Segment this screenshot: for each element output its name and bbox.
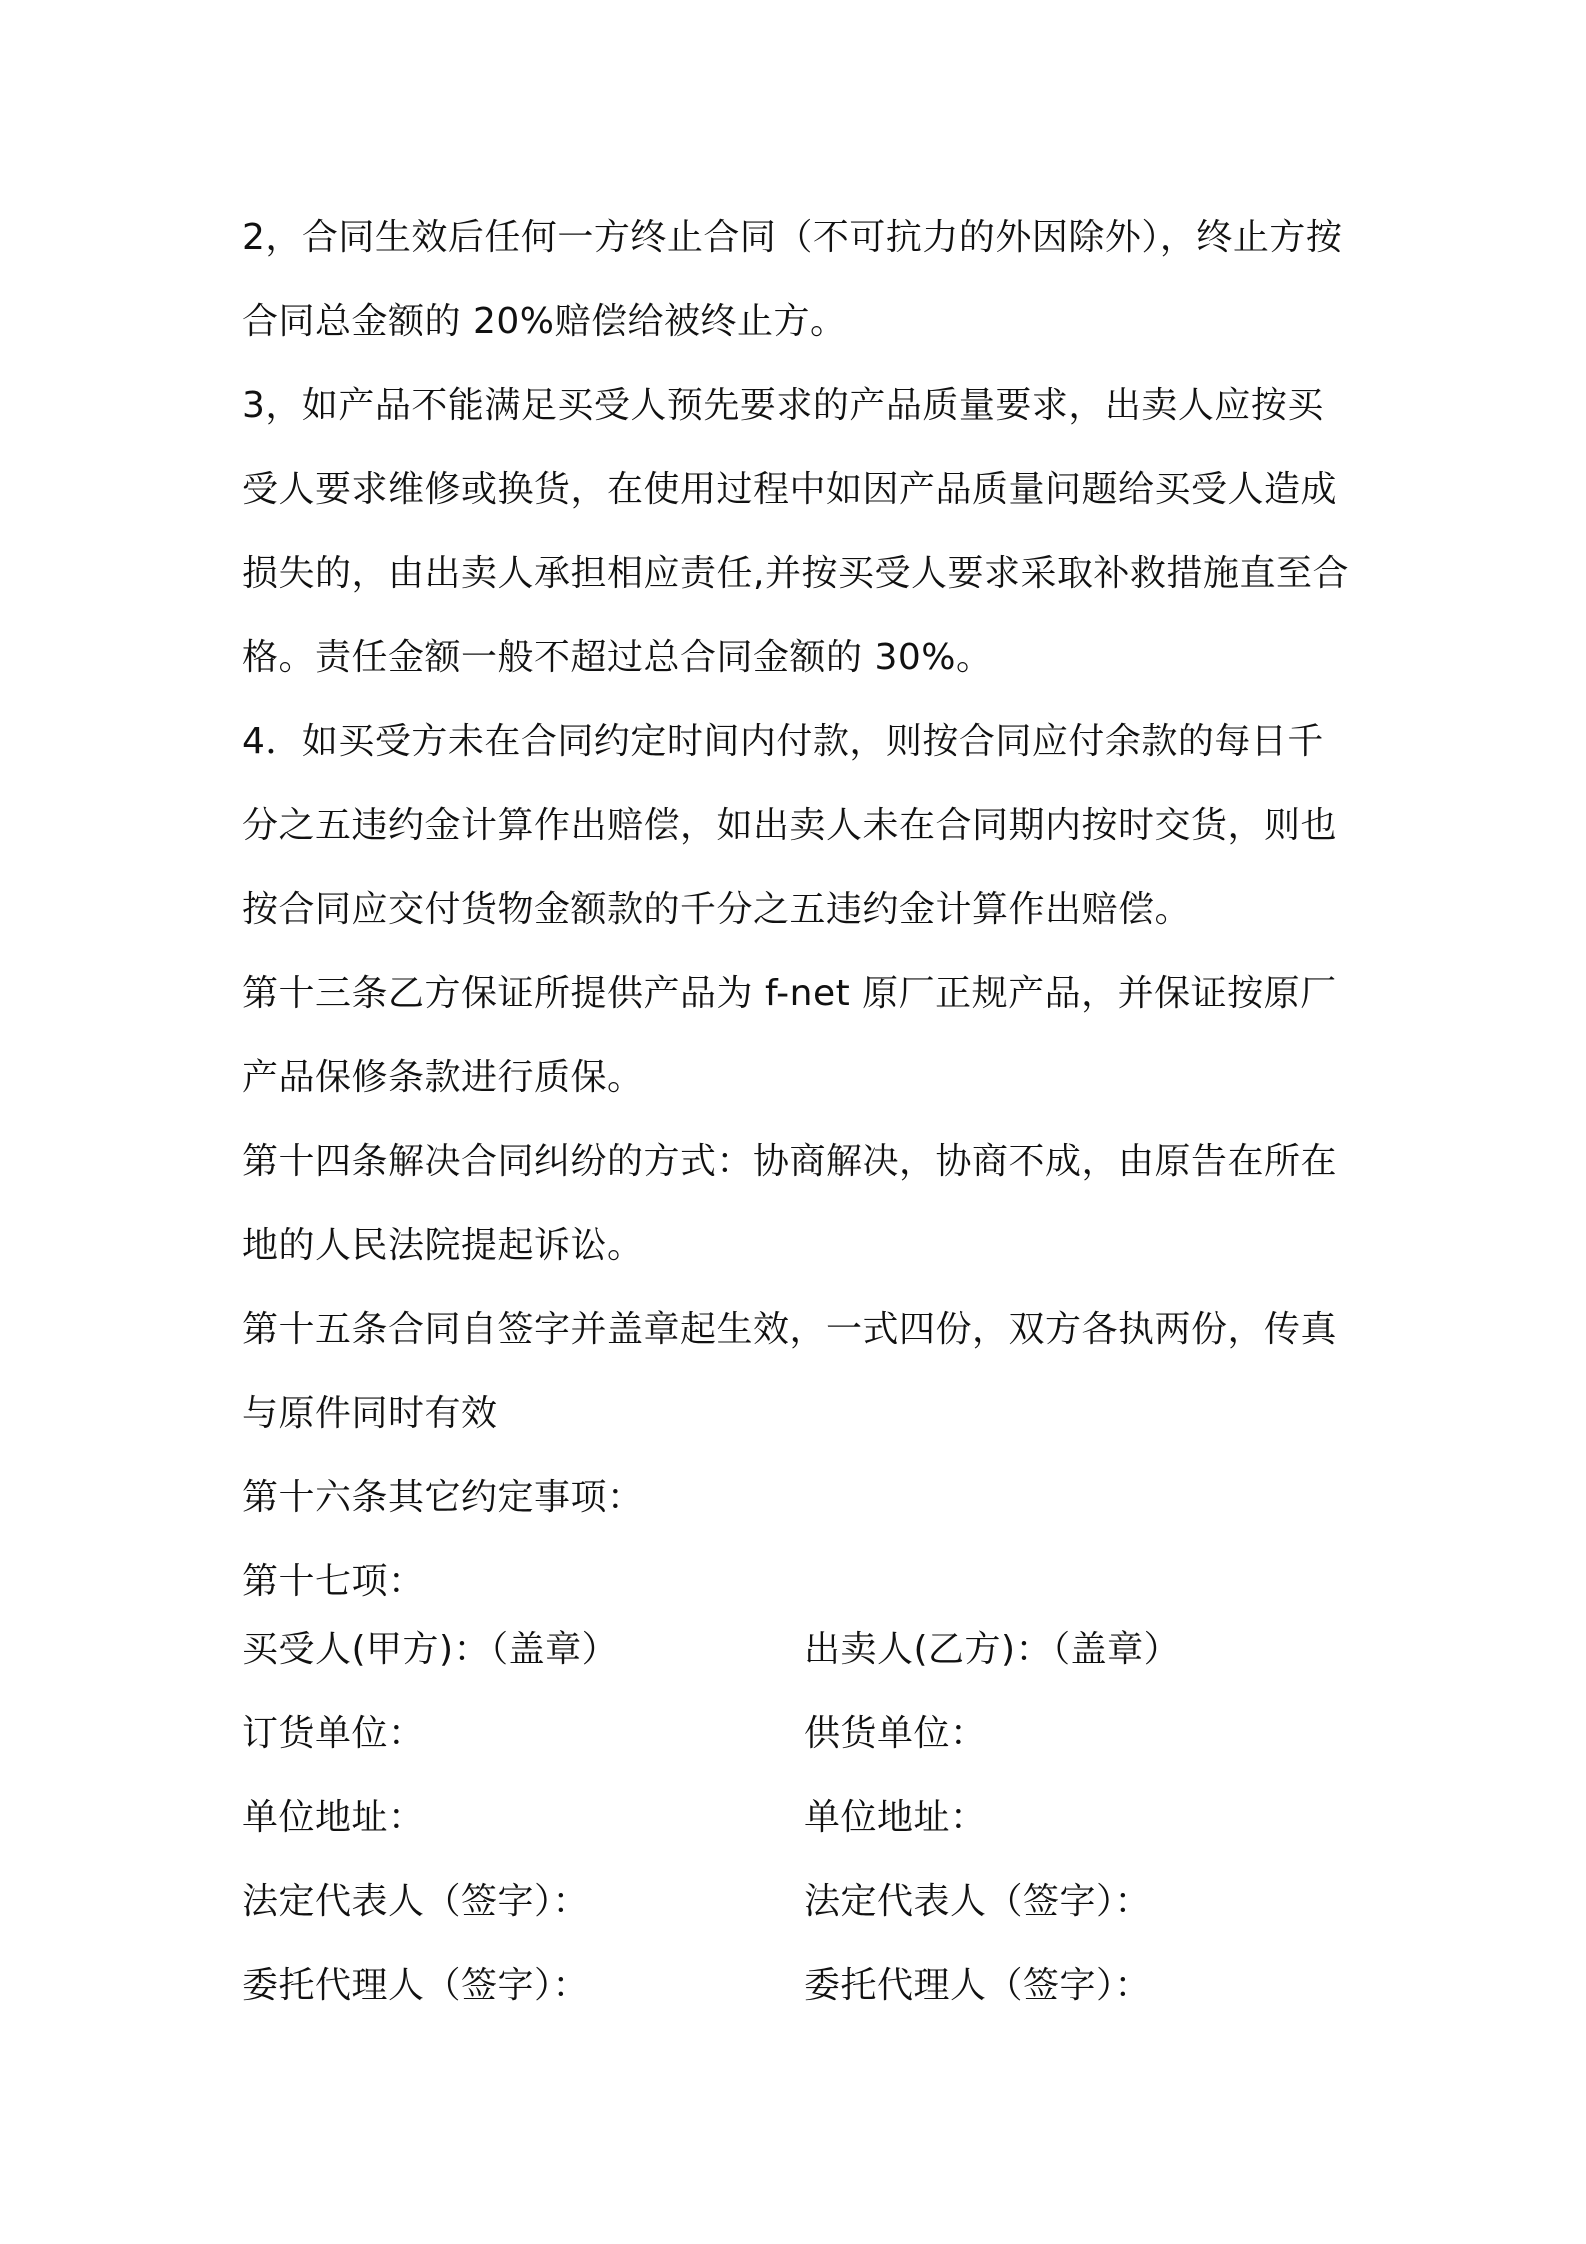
article-13-warranty: 第十三条乙方保证所提供产品为 f-net 原厂正规产品，并保证按原厂产品保修条款进行质保。: [242, 973, 1337, 1098]
signature-row-legal-rep: [242, 1860, 1352, 1944]
article-16-other-matters: 第十六条其它约定事项：: [242, 1477, 644, 1518]
seller-legal-rep-label: 法定代表人（签字）：: [804, 1881, 1152, 1922]
clause-4-late-payment: 4．如买受方未在合同约定时间内付款，则按合同应付余款的每日千分之五违约金计算作出赔偿，如出卖人未在合同期内按时交货，则也按合同应交付货物金额款的千分之五违约金计算作出赔偿。: [242, 721, 1338, 930]
signature-row-address: [242, 1776, 1352, 1860]
buyer-agent-label: 委托代理人（签字）：: [242, 1965, 590, 2006]
article-14-dispute: 第十四条解决合同纠纷的方式：协商解决，协商不成，由原告在所在地的人民法院提起诉讼。: [242, 1141, 1338, 1266]
signature-row-party: [242, 1608, 1352, 1692]
signature-block: [242, 1608, 1352, 2028]
buyer-legal-rep-label: 法定代表人（签字）：: [242, 1881, 590, 1922]
seller-seal-label: 出卖人(乙方)：（盖章）: [804, 1629, 1181, 1670]
buyer-seal-label: 买受人(甲方)：（盖章）: [242, 1629, 619, 1670]
signature-row-unit: [242, 1692, 1352, 1776]
seller-address-label: 单位地址：: [804, 1797, 987, 1838]
clause-3-quality: 3，如产品不能满足买受人预先要求的产品质量要求，出卖人应按买受人要求维修或换货，在使用过程中如因产品质量问题给买受人造成损失的，由出卖人承担相应责任,并按买受人要求采取补救措施直至合格。责任金额一般不超过总合同金额的 30%。: [242, 385, 1349, 678]
article-17-item: 第十七项：: [242, 1561, 425, 1602]
signature-row-agent: [242, 1944, 1352, 2028]
article-15-effectiveness: 第十五条合同自签字并盖章起生效，一式四份，双方各执两份，传真与原件同时有效: [242, 1309, 1338, 1434]
contract-body: [242, 196, 1352, 1624]
clause-2-termination: 2，合同生效后任何一方终止合同（不可抗力的外因除外），终止方按合同总金额的 20%赔偿给被终止方。: [242, 217, 1343, 342]
supplying-unit-label: 供货单位：: [804, 1713, 987, 1754]
ordering-unit-label: 订货单位：: [242, 1713, 425, 1754]
buyer-address-label: 单位地址：: [242, 1797, 425, 1838]
seller-agent-label: 委托代理人（签字）：: [804, 1965, 1152, 2006]
